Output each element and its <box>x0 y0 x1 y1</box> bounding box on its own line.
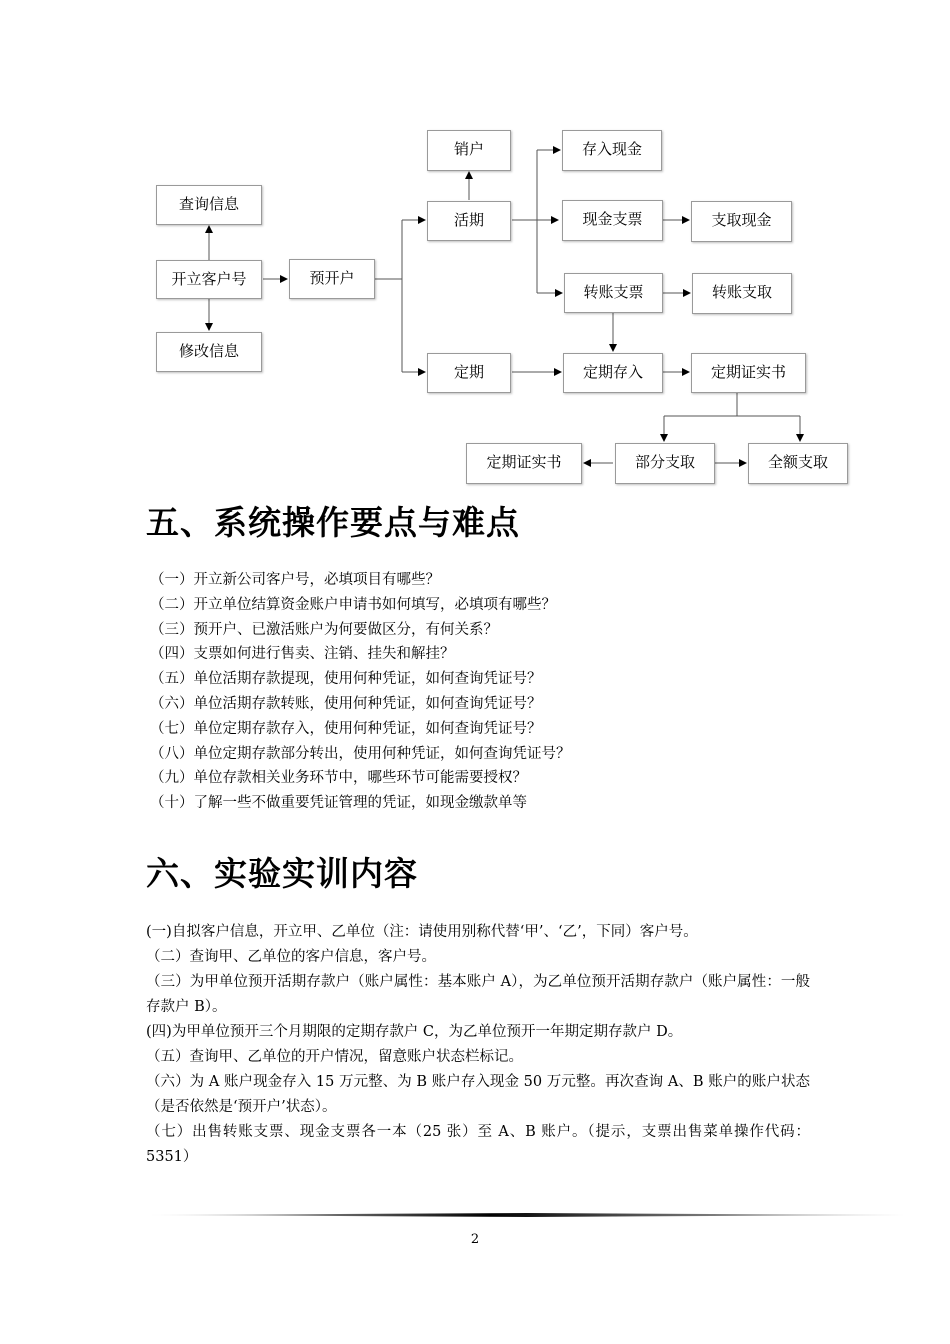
node-cash-check: 现金支票 <box>562 200 663 241</box>
node-fixed-cert: 定期证实书 <box>691 353 806 393</box>
list-item: （八）单位定期存款部分转出，使用何种凭证，如何查询凭证号？ <box>150 745 571 762</box>
account-flowchart <box>0 0 950 500</box>
section6-list <box>146 920 810 1170</box>
list-item: （六）为 A 账户现金存入 15 万元整、为 B 账户存入现金 50 万元整。再次查询 A、B 账户的账户状态（是否依然是‘预开户’状态）。 <box>146 1074 810 1115</box>
section5-title: 五、系统操作要点与难点 <box>146 503 520 542</box>
node-transfer-withdraw: 转账支取 <box>692 273 792 314</box>
section6-title: 六、实验实训内容 <box>146 854 418 893</box>
list-item: （三）为甲单位预开活期存款户（账户属性：基本账户 A），为乙单位预开活期存款户（账户属性：一般存款户 B）。 <box>146 974 810 1015</box>
node-transfer-check: 转账支票 <box>564 273 663 313</box>
list-item: （五）单位活期存款提现，使用何种凭证，如何查询凭证号？ <box>150 671 542 688</box>
list-item: (一)自拟客户信息，开立甲、乙单位（注：请使用别称代替‘甲’、‘乙’，下同）客户号。 <box>146 924 698 940</box>
section5-list <box>150 568 571 816</box>
node-deposit-cash: 存入现金 <box>562 130 662 171</box>
node-query-info: 查询信息 <box>156 185 262 225</box>
list-item: （五）查询甲、乙单位的开户情况，留意账户状态栏标记。 <box>146 1049 523 1065</box>
node-pre-open: 预开户 <box>289 259 375 299</box>
flowchart-connectors <box>0 0 950 500</box>
node-fixed: 定期 <box>427 353 511 393</box>
page-number: 2 <box>470 1232 480 1247</box>
list-item: (四)为甲单位预开三个月期限的定期存款户 C，为乙单位预开一年期定期存款户 D。 <box>146 1024 683 1040</box>
list-item: （二）开立单位结算资金账户申请书如何填写，必填项有哪些？ <box>150 596 556 613</box>
list-item: （二）查询甲、乙单位的客户信息，客户号。 <box>146 949 436 965</box>
list-item: （三）预开户、已激活账户为何要做区分，有何关系？ <box>150 621 498 638</box>
list-item: （四）支票如何进行售卖、注销、挂失和解挂？ <box>150 646 455 663</box>
list-item: （十）了解一些不做重要凭证管理的凭证，如现金缴款单等 <box>150 795 527 812</box>
list-item: （九）单位存款相关业务环节中，哪些环节可能需要授权？ <box>150 770 527 787</box>
node-withdraw-cash: 支取现金 <box>691 201 792 242</box>
list-item: （七）单位定期存款存入，使用何种凭证，如何查询凭证号？ <box>150 720 542 737</box>
node-fixed-deposit: 定期存入 <box>563 353 663 393</box>
list-item: （七）出售转账支票、现金支票各一本（25 张）至 A、B 账户。（提示，支票出售菜单操作代码：5351） <box>146 1124 810 1165</box>
node-current: 活期 <box>427 201 511 241</box>
node-modify-info: 修改信息 <box>156 332 262 372</box>
node-open-customer: 开立客户号 <box>156 260 262 299</box>
node-close-account: 销户 <box>427 130 511 171</box>
node-fixed-cert-result: 定期证实书 <box>466 443 582 484</box>
list-item: （六）单位活期存款转账，使用何种凭证，如何查询凭证号？ <box>150 695 542 712</box>
footer-divider <box>150 1213 905 1217</box>
node-full-withdraw: 全额支取 <box>748 443 848 484</box>
list-item: （一）开立新公司客户号，必填项目有哪些？ <box>150 572 440 588</box>
node-partial-withdraw: 部分支取 <box>615 443 715 484</box>
